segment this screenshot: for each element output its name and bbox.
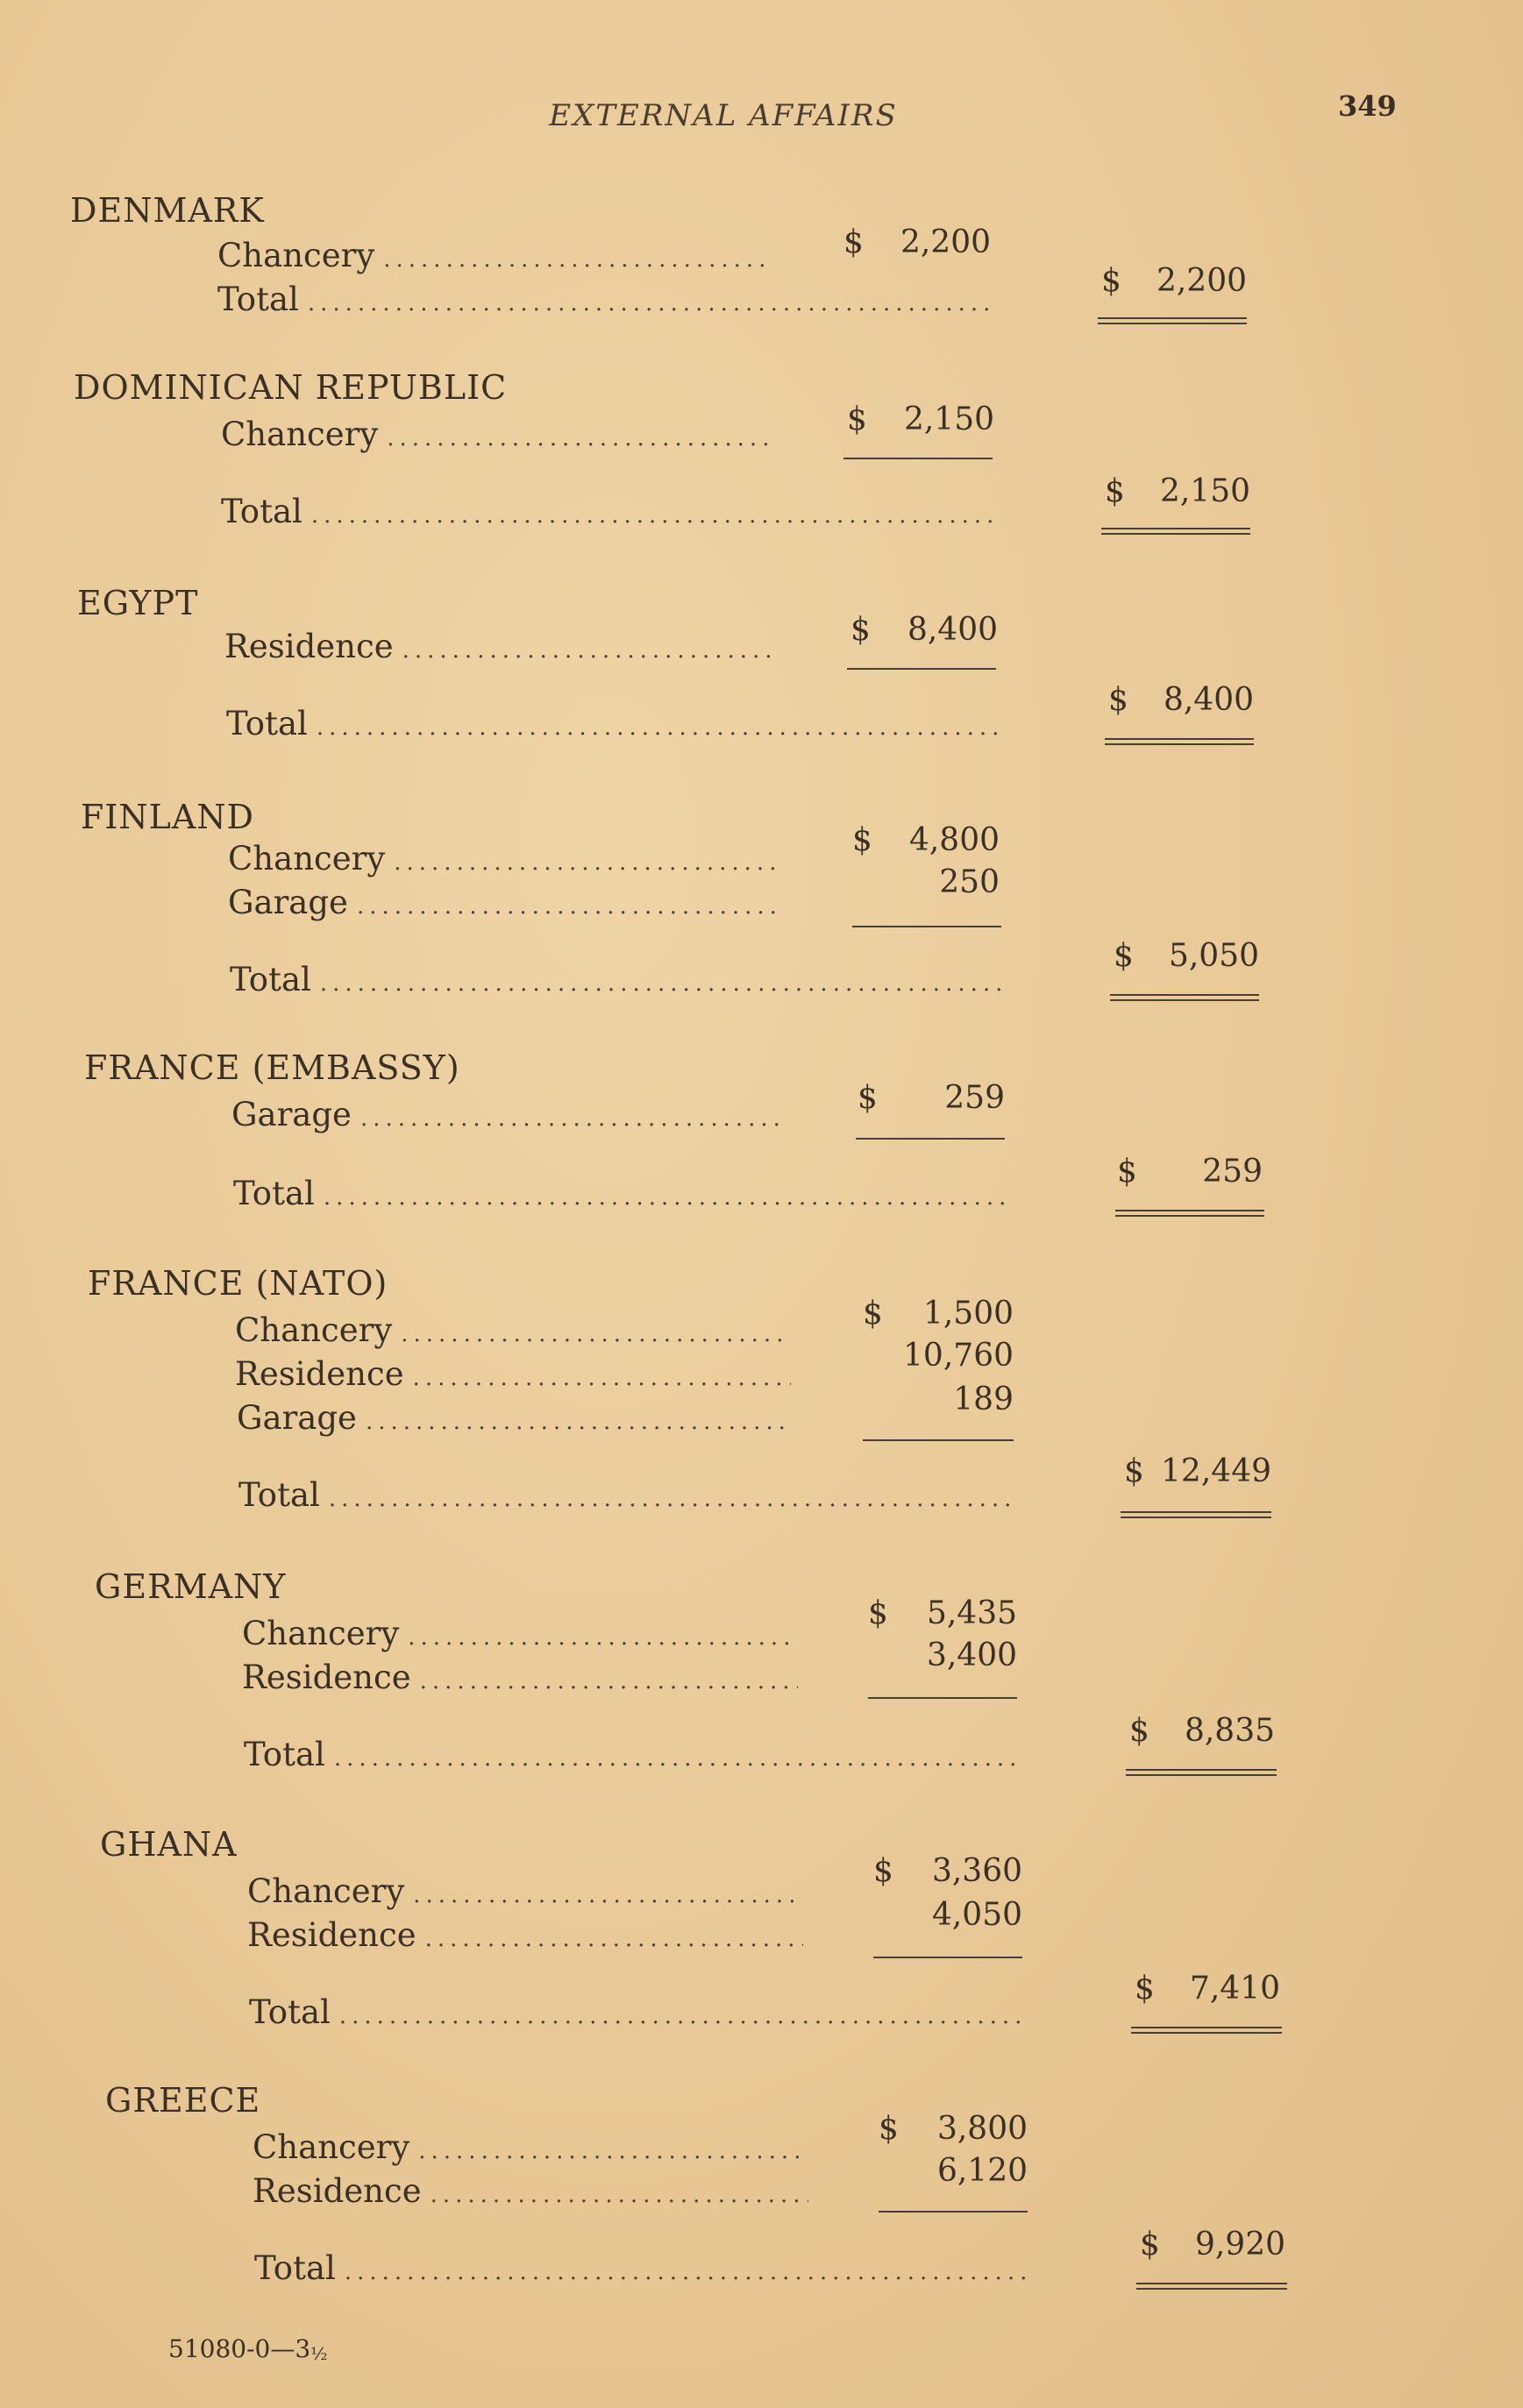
double-rule (1105, 738, 1254, 745)
double-rule (1131, 2027, 1282, 2034)
line-item: Residence ..... (242, 1659, 798, 1696)
line-item: Garage ..... (228, 884, 780, 921)
double-rule (1098, 317, 1247, 324)
total-line: Total ..... (254, 2249, 1026, 2287)
line-item (217, 237, 770, 274)
line-item: Residence ..... (235, 1355, 791, 1393)
line-item: Chancery ..... (253, 2128, 808, 2166)
country-heading: EGYPT (77, 584, 199, 622)
subtotal-rule (868, 1697, 1017, 1699)
double-rule (1110, 994, 1259, 1001)
total-line: Total ..... (244, 1736, 1015, 1773)
country-heading: FRANCE (EMBASSY) (84, 1048, 460, 1087)
double-rule (1136, 2283, 1287, 2290)
document-page: EXTERNAL AFFAIRS 349 DENMARK Chancery ..... $ 2,200 Total ..... $ 2,200 DOMINICAN REPUBLIC Chancery ..... $ 2,150 Total ..... $ 2,150 EGYPT Residence ..... $ 8,400 Total ..... $ 8,400 FINLAND Chancery ..... $ 4,800 Garage ..... 250 Total ..... $ 5,050 FRANCE (EMBASSY) Garage ..... $ 259 Total ..... $ 259 FRANCE (NATO) Chancery ..... $ 1,500 Residence ..... 10,760 Garage ..... 189 Total ..... $ 12,449 GERMANY Chancery ..... $ 5,435 Residence ..... 3,400 Total ..... $ 8,835 GHANA Chancery ..... $ 3,360 Residence ..... 4,050 Total ..... $ 7,410 GREECE Chancery ..... $ 3,800 Residence ..... 6,120 Total ..... $ 9,920 51080-0—3½ (0, 0, 1523, 2408)
country-heading: GERMANY (95, 1567, 287, 1606)
line-item: Chancery ..... (247, 1872, 803, 1910)
line-item: Chancery ..... (242, 1615, 798, 1652)
country-heading: DOMINICAN REPUBLIC (74, 368, 508, 407)
page-number: 349 (1338, 89, 1397, 123)
line-item: Chancery ..... (228, 840, 780, 877)
subtotal-rule (843, 458, 993, 459)
country-heading: DENMARK (70, 191, 265, 230)
footer-print-code: 51080-0—3½ (168, 2334, 328, 2364)
line-item: Garage ..... (231, 1096, 784, 1133)
line-item: Residence ..... (247, 1916, 803, 1954)
leader-dots (308, 290, 989, 316)
item-label: Chancery (217, 237, 375, 274)
total-label: Total (217, 281, 299, 318)
total-line: Total ..... (238, 1476, 1010, 1514)
subtotal-rule (852, 926, 1001, 927)
subtotal-rule (856, 1138, 1005, 1140)
subtotal-rule (879, 2211, 1028, 2213)
total-line: Total ..... (226, 705, 998, 742)
line-item: Chancery ..... (221, 416, 773, 453)
double-rule (1115, 1210, 1264, 1217)
line-item: Residence ..... (253, 2172, 808, 2210)
line-item: Chancery ..... (235, 1311, 791, 1349)
country-heading: GHANA (100, 1825, 238, 1864)
country-heading: FRANCE (NATO) (88, 1264, 388, 1303)
total-line: Total ..... (221, 493, 993, 530)
country-heading: GREECE (105, 2081, 261, 2120)
total-line (217, 281, 989, 318)
line-item: Garage ..... (237, 1399, 793, 1437)
subtotal-rule (873, 1957, 1022, 1958)
line-item: Residence ..... (224, 628, 777, 665)
leader-dots (383, 246, 770, 273)
running-head: EXTERNAL AFFAIRS (549, 98, 898, 133)
total-line: Total ..... (230, 961, 1001, 998)
subtotal-rule (847, 668, 996, 670)
double-rule (1126, 1769, 1277, 1776)
total-line: Total ..... (233, 1175, 1005, 1212)
subtotal-rule (863, 1439, 1014, 1441)
country-heading: FINLAND (81, 798, 255, 836)
double-rule (1121, 1511, 1271, 1518)
double-rule (1101, 528, 1250, 535)
total-line: Total ..... (249, 1993, 1021, 2031)
